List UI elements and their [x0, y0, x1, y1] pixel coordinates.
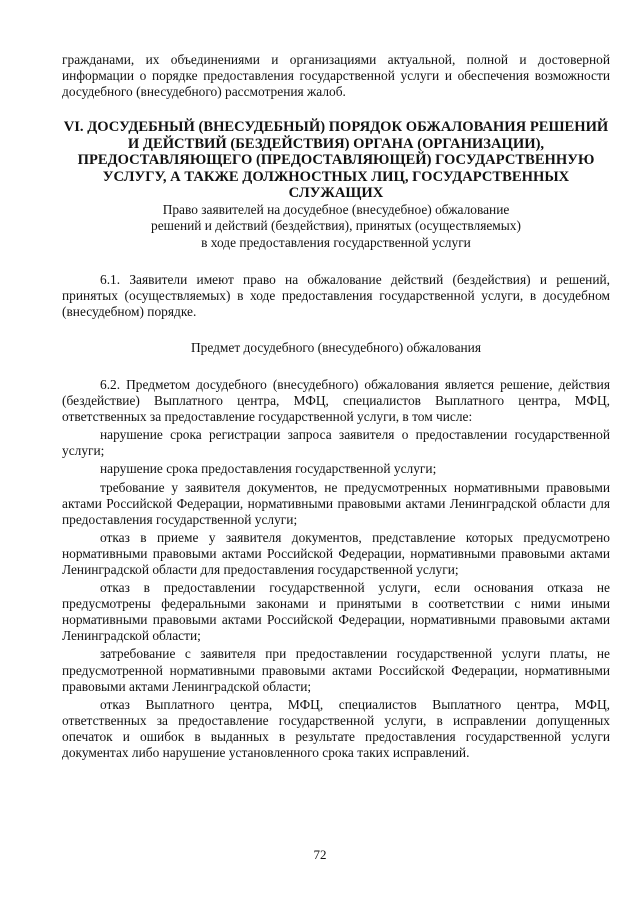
list-item: затребование с заявителя при предоставлении государственной услуги платы, не предусмотренной нормативными правовыми актами Российской Федерации, нормативными правовыми актами Ленинградской области;	[62, 646, 610, 694]
intro-paragraph: гражданами, их объединениями и организациями актуальной, полной и достоверной информации о порядке предоставления государственной услуги и обеспечения возможности досудебного (внесудебного) рассмотрения жалоб.	[62, 52, 610, 100]
list-item: отказ Выплатного центра, МФЦ, специалистов Выплатного центра, МФЦ, ответственных за предоставление государственной услуги, в исправлении допущенных опечаток и ошибок в выданных в результате предоставления государственной услуги документах либо нарушение установленного срока таких исправлений.	[62, 696, 610, 761]
paragraph-6-2: 6.2. Предметом досудебного (внесудебного) обжалования является решение, действия (бездействие) Выплатного центра, МФЦ, специалистов Выплатного центра, МФЦ, ответственных за предоставление государственной услуги, в том числе:	[62, 376, 610, 425]
section-subtitle	[62, 202, 610, 250]
section-title: VI. ДОСУДЕБНЫЙ (ВНЕСУДЕБНЫЙ) ПОРЯДОК ОБЖАЛОВАНИЯ РЕШЕНИЙ И ДЕЙСТВИЙ (БЕЗДЕЙСТВИЯ) ОРГАНА (ОРГАНИЗАЦИИ), ПРЕДОСТАВЛЯЮЩЕГО (ПРЕДОСТАВЛЯЮЩЕЙ) ГОСУДАРСТВЕННУЮ УСЛУГУ, А ТАКЖЕ ДОЛЖНОСТНЫХ ЛИЦ, ГОСУДАРСТВЕННЫХ СЛУЖАЩИХ	[63, 119, 609, 201]
subtitle-line-3: в ходе предоставления государственной услуги	[201, 234, 471, 250]
list-item: нарушение срока предоставления государственной услуги;	[100, 461, 437, 477]
subject-heading: Предмет досудебного (внесудебного) обжалования	[190, 339, 482, 355]
list-item: отказ в предоставлении государственной услуги, если основания отказа не предусмотрены федеральными законами и принятыми в соответствии с ними иными нормативными правовыми актами Российской Федерации, нормативными правовыми актами Ленинградской области;	[62, 580, 610, 644]
list-item: нарушение срока регистрации запроса заявителя о предоставлении государственной услуги;	[62, 427, 610, 459]
list-item: требование у заявителя документов, не предусмотренных нормативными правовыми актами Российской Федерации, нормативными правовыми актами Ленинградской области для предоставления государственной услуги;	[62, 479, 610, 527]
list-item: отказ в приеме у заявителя документов, представление которых предусмотрено нормативными правовыми актами Российской Федерации, нормативными правовыми актами Ленинградской области для предоставления государственной услуги;	[62, 529, 610, 577]
subtitle-line-1: Право заявителей на досудебное (внесудебное) обжалование	[162, 202, 510, 218]
violations-list	[62, 427, 610, 761]
subtitle-line-2: решений и действий (бездействия), принятых (осуществляемых)	[151, 218, 521, 234]
page-number: 72	[313, 847, 327, 862]
paragraph-6-1: 6.1. Заявители имеют право на обжалование действий (бездействия) и решений, принятых (осуществляемых) в ходе предоставления государственной услуги, в досудебном (внесудебном) порядке.	[62, 271, 610, 319]
